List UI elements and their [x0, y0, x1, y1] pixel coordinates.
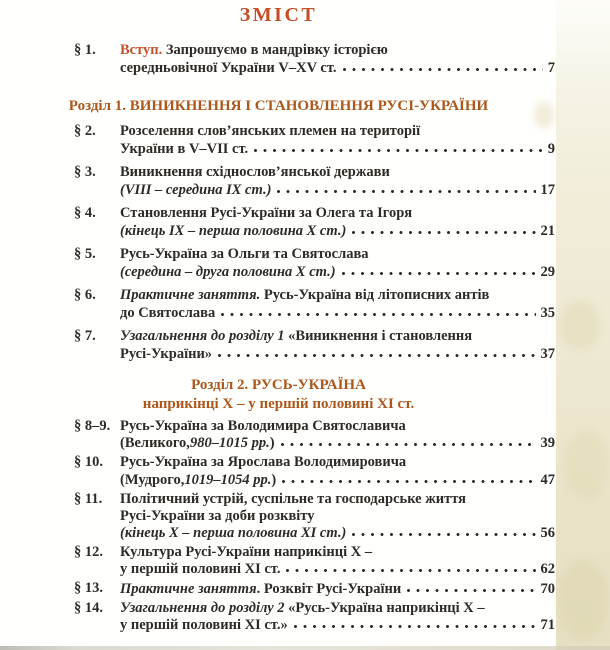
page-number: 56	[540, 524, 555, 541]
dot-leader	[288, 617, 541, 629]
text-run: України в V–VII ст.	[120, 141, 249, 157]
page-number: 9	[547, 141, 555, 157]
paragraph-label: § 10.	[74, 454, 103, 471]
text-run: (Великого,	[120, 435, 190, 452]
scan-edge-artifact	[560, 300, 600, 350]
toc-line	[120, 525, 555, 542]
paragraph-label: § 11.	[74, 490, 103, 507]
text-run: Політичний устрій, суспільне та господарське життя	[120, 490, 467, 507]
text-run: 1019–1054 рр.	[184, 471, 272, 488]
item-lines	[120, 204, 555, 240]
text-run: )	[271, 471, 277, 488]
page-number: 35	[540, 305, 555, 321]
text-run: . Розквіт Русі-України	[256, 580, 402, 597]
dot-leader	[280, 561, 540, 573]
toc-line	[120, 41, 555, 59]
paragraph-label: § 14.	[74, 599, 103, 616]
dot-leader	[271, 182, 540, 194]
section-heading-line: Розділ 1. ВИНИКНЕННЯ І СТАНОВЛЕННЯ РУСІ-УКРАЇНИ	[68, 98, 489, 114]
dot-leader	[346, 525, 540, 537]
toc-item	[0, 544, 557, 578]
paragraph-label: § 6.	[74, 287, 96, 303]
item-lines	[120, 491, 555, 542]
dot-leader	[276, 471, 540, 483]
item-lines	[120, 122, 555, 158]
page-number: 29	[540, 264, 555, 280]
section-heading	[0, 376, 557, 414]
text-run: середньовічної України V–XV ст.	[120, 60, 337, 76]
page-number: 71	[540, 616, 555, 633]
item-lines	[120, 163, 555, 199]
section-heading-line: Розділ 2. РУСЬ-УКРАЇНА	[191, 377, 366, 393]
text-run: Узагальнення до розділу 2	[120, 599, 289, 616]
text-run: Практичне заняття.	[120, 287, 261, 303]
item-lines	[120, 327, 555, 363]
text-run: до Святослава	[120, 305, 216, 321]
dot-leader	[336, 264, 541, 276]
toc-item	[0, 41, 557, 77]
page-number: 62	[540, 561, 555, 578]
item-lines	[120, 418, 555, 452]
dot-leader	[346, 223, 540, 235]
paragraph-label: § 8–9.	[74, 418, 111, 434]
page-number: 39	[540, 435, 555, 452]
toc-line	[120, 580, 555, 597]
toc-item	[0, 491, 557, 542]
text-run: у першій половині XI ст.»	[120, 616, 288, 633]
toc-section	[0, 376, 557, 634]
page-title: ЗМІСТ	[239, 4, 318, 26]
toc-line	[120, 222, 555, 240]
toc-body	[0, 41, 557, 634]
text-run: )	[269, 435, 275, 452]
text-run: Культура Русі-України наприкінці X –	[120, 543, 373, 560]
text-run: Русь-Україна за Ольги та Святослава	[120, 246, 369, 262]
paragraph-label: § 4.	[74, 205, 96, 221]
page-number: 47	[540, 471, 555, 488]
text-run: Русь-Україна від літописних антів	[260, 287, 490, 303]
paragraph-label: § 1.	[74, 42, 96, 58]
toc-item	[0, 454, 557, 488]
toc-line	[120, 561, 555, 578]
text-run: (Мудрого,	[120, 471, 185, 488]
toc-line	[120, 454, 555, 471]
paragraph-label: § 13.	[74, 580, 103, 597]
text-run: (кінець X – перша половина XI ст.)	[120, 524, 347, 541]
toc-line	[120, 617, 555, 634]
text-run: «Виникнення і становлення	[288, 328, 473, 344]
toc-line	[120, 163, 555, 181]
toc-line	[120, 435, 555, 452]
item-lines	[120, 580, 555, 597]
toc-line	[120, 140, 555, 158]
toc-line	[120, 508, 555, 525]
paragraph-label: § 7.	[74, 328, 96, 344]
dot-leader	[337, 60, 548, 72]
toc-section	[0, 97, 557, 363]
text-run: Русі-України за доби розквіту	[120, 507, 315, 524]
page-bottom-edge	[0, 646, 610, 650]
toc-item	[0, 580, 557, 597]
text-run: Узагальнення до розділу 1	[120, 328, 289, 344]
item-lines	[120, 41, 555, 77]
paragraph-label: § 12.	[74, 543, 103, 560]
dot-leader	[401, 580, 540, 592]
toc-line	[120, 327, 555, 345]
text-run: Русь-Україна за Володимира Святославича	[120, 418, 406, 434]
text-run: (кінець IX – перша половина X ст.)	[120, 223, 347, 239]
toc-line	[120, 59, 555, 77]
text-run: Вступ.	[120, 42, 163, 58]
toc-item	[0, 122, 557, 158]
paragraph-label: § 3.	[74, 164, 96, 180]
toc-line	[120, 471, 555, 488]
scan-edge-artifact	[565, 430, 607, 500]
toc-item	[0, 418, 557, 452]
toc-line	[120, 204, 555, 222]
page-number: 17	[540, 182, 555, 198]
toc-line	[120, 245, 555, 263]
toc-line	[120, 345, 555, 363]
toc-line	[120, 600, 555, 617]
paragraph-label: § 5.	[74, 246, 96, 262]
text-run: Русь-Україна за Ярослава Володимировича	[120, 454, 407, 471]
paragraph-label: § 2.	[74, 123, 96, 139]
section-heading-line: наприкінці X – у першій половині XI ст.	[142, 396, 415, 412]
toc-line	[120, 263, 555, 281]
text-run: Русі-України»	[120, 346, 213, 362]
text-run: у першій половині XI ст.	[120, 561, 281, 578]
toc-line	[120, 304, 555, 322]
toc-item	[0, 600, 557, 634]
toc-item	[0, 204, 557, 240]
item-lines	[120, 286, 555, 322]
section-heading	[0, 97, 557, 116]
text-run: (середина – друга половина X ст.)	[120, 264, 336, 280]
item-lines	[120, 600, 555, 634]
toc-line	[120, 544, 555, 561]
toc-line	[120, 286, 555, 304]
text-run: 980–1015 рр.	[189, 435, 270, 452]
toc-item	[0, 327, 557, 363]
text-run: «Русь-Україна наприкінці X –	[288, 599, 485, 616]
page-number: 21	[540, 223, 555, 239]
item-lines	[120, 454, 555, 488]
text-run: Розселення слов’янських племен на території	[120, 123, 421, 139]
text-run: (VIII – середина IX ст.)	[120, 182, 272, 198]
page-scan-edge	[556, 0, 610, 650]
text-run: Виникнення східнослов’янської держави	[120, 164, 390, 180]
scan-edge-artifact	[558, 560, 608, 640]
toc-line	[120, 491, 555, 508]
text-run: Практичне заняття	[120, 580, 257, 597]
dot-leader	[212, 346, 540, 358]
toc-line	[120, 181, 555, 199]
toc-line	[120, 418, 555, 435]
toc-line	[120, 122, 555, 140]
dot-leader	[248, 141, 548, 153]
toc-item	[0, 163, 557, 199]
item-lines	[120, 544, 555, 578]
text-run: Становлення Русі-України за Олега та Ігоря	[120, 205, 413, 221]
page-number: 7	[547, 60, 555, 76]
text-run: Запрошуємо в мандрівку історією	[162, 42, 388, 58]
page-number: 70	[540, 580, 555, 597]
toc-section	[0, 41, 557, 77]
page-number: 37	[540, 346, 555, 362]
item-lines	[120, 245, 555, 281]
toc-item	[0, 245, 557, 281]
toc-item	[0, 286, 557, 322]
dot-leader	[215, 305, 540, 317]
dot-leader	[275, 435, 541, 447]
